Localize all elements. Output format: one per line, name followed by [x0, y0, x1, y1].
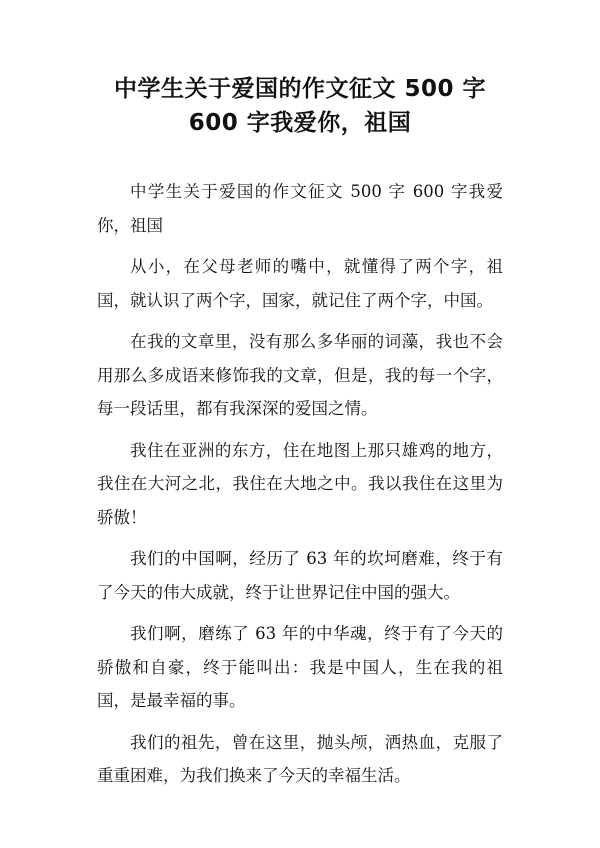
title-line-2: 600 字我爱你，祖国 — [188, 110, 412, 136]
paragraph-6: 我们啊，磨练了 63 年的中华魂，终于有了今天的骄傲和自豪，终于能叫出：我是中国人，生在我的祖国，是最幸福的事。 — [97, 624, 503, 710]
paragraph-3: 在我的文章里，没有那么多华丽的词藻，我也不会用那么多成语来修饰我的文章，但是，我的每一个字，每一段话里，都有我深深的爱国之情。 — [97, 332, 503, 418]
paragraph-2: 从小，在父母老师的嘴中，就懂得了两个字，祖国，就认识了两个字，国家，就记住了两个字，中国。 — [97, 257, 503, 310]
essay-body — [97, 175, 503, 801]
paragraph-1: 中学生关于爱国的作文征文 500 字 600 字我爱你，祖国 — [97, 182, 503, 235]
paragraph-4: 我住在亚洲的东方，住在地图上那只雄鸡的地方，我住在大河之北，我住在大地之中。我以我住在这里为骄傲！ — [97, 440, 503, 527]
paragraph-7: 我们的祖先，曾在这里，抛头颅，洒热血，克服了重重困难，为我们换来了今天的幸福生活。 — [97, 732, 503, 785]
title-line-1: 中学生关于爱国的作文征文 500 字 — [113, 76, 487, 102]
page-title — [60, 72, 540, 140]
paragraph-5: 我们的中国啊，经历了 63 年的坎坷磨难，终于有了今天的伟大成就，终于让世界记住中国的强大。 — [97, 549, 503, 602]
